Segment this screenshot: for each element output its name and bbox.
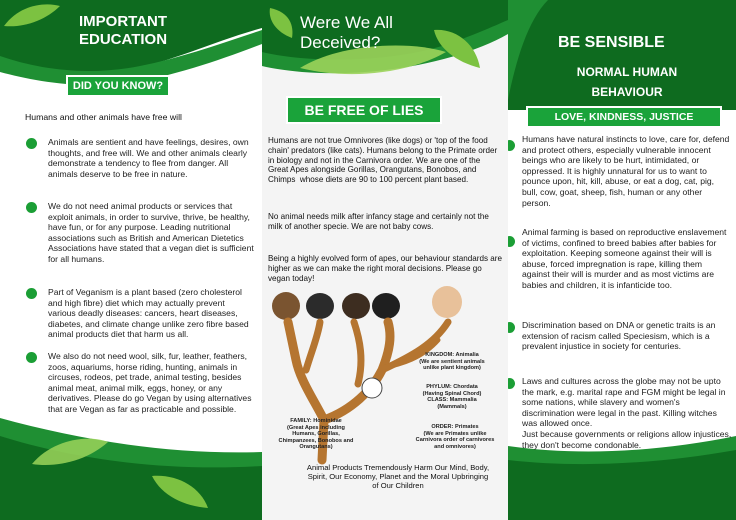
tree-family-label: FAMILY: Hominidae (Great Apes including Humans, Gorillas, Chimpanzees, Bonobos and Orangutans) — [278, 418, 354, 451]
right-subtitle — [552, 62, 702, 102]
middle-para-1: Humans are not true Omnivores (like dogs) or 'top of the food chain' predators (like cats). Humans belong to the Primate order in biology and not in the Carnivora order. We are one of the Great Apes alongside Gorillas, Orangutans, Bonobos, and Chimps whose diets are 90 to 100 percent plant based. — [268, 136, 500, 185]
tree-order-label: ORDER: Primates (We are Primates unlike Carnivora order of carnivores and omnivores) — [415, 424, 495, 450]
right-item-4: Laws and cultures across the globe may not be upto the mark, e.g. marital rape and FGM might be legal in some nations, while slavery and women's discrimination were legal in the past. Killing witches was allowed once. Just because governments or religions allow injustices, they don't become condonable. — [522, 376, 732, 450]
middle-title-line1: Were We All — [300, 13, 393, 32]
left-panel — [0, 0, 262, 520]
left-item-3: Part of Veganism is a plant based (zero cholesterol and high fibre) diet which may actually prevent various deadly diseases: cancers, heart diseases, diabetes, and climate change unlike zero fibre based animal products diet that harm us all. — [48, 287, 249, 340]
love-kindness-justice-tag: LOVE, KINDNESS, JUSTICE — [526, 106, 722, 128]
middle-title-line2: Deceived? — [300, 33, 381, 52]
right-item-2: Animal farming is based on reproductive enslavement of victims, confined to breed babies after babies for exploitation. Keeping someone against their will is abuse, forced impregnation is rape, killing them against their will is murder and as most victims are babies and children, it is infanticide too. — [522, 227, 727, 290]
middle-para-2: No animal needs milk after infancy stage and certainly not the milk of another specie. We are not baby cows. — [268, 212, 489, 231]
leaf-icon — [150, 472, 210, 512]
right-panel — [508, 0, 736, 520]
middle-title — [300, 13, 393, 53]
middle-para-3: Being a highly evolved form of apes, our behaviour standards are higher as we can make the right moral decisions. Please go vegan today! — [268, 254, 502, 283]
right-subtitle-line1: NORMAL HUMAN — [576, 65, 678, 79]
right-title: BE SENSIBLE — [558, 34, 665, 51]
middle-panel — [262, 0, 508, 520]
bullet-dot — [26, 138, 37, 149]
did-you-know-tag: DID YOU KNOW? — [66, 75, 170, 97]
middle-footer: Animal Products Tremendously Harm Our Mind, Body, Spirit, Our Economy, Planet and the Moral Upbringing of Our Children — [306, 463, 490, 490]
left-title-line1: IMPORTANT — [79, 13, 168, 30]
left-intro: Humans and other animals have free will — [25, 112, 182, 122]
be-free-of-lies-banner: BE FREE OF LIES — [286, 96, 442, 124]
left-item-1: Animals are sentient and have feelings, desires, own thoughts, and free will. We and other animals clearly demonstrate a tendency to flee from danger. All animals deserve to be free in nature. — [48, 137, 249, 179]
left-item-4: We also do not need wool, silk, fur, leather, feathers, zoos, aquariums, horse riding, hunting, animals in circuses, rodeos, pet trade, animal testing, besides animal meat, animal milk, eggs, honey, or any derivatives. Please do go Vegan by using alternatives that are Vegan as far as practicable and possible. — [48, 351, 252, 414]
bullet-dot — [26, 352, 37, 363]
tree-phylum-label: PHYLUM: Chordata (Having Spinal Chord) CLASS: Mammalia (Mammals) — [422, 384, 482, 410]
right-item-1: Humans have natural instincts to love, care for, defend and protect others, especially vulnerable innocent beings who are likely to be hurt, intimidated, or oppressed. It is highly unnatural for us to want to pounce upon, hit, kill, abuse, or eat a dog, cat, pig, bull, cow, goat, sheep, fish, human or any other person. — [522, 134, 730, 208]
leaf-icon — [2, 2, 62, 30]
leaf-icon — [30, 434, 110, 470]
left-item-2: We do not need animal products or services that exploit animals, in order to survive, thrive, be healthy, have fun, or for any purpose. Leading nutritional associations such as British and American Dietetics Associations have stated that a vegan diet is sufficient for all humans. — [48, 201, 254, 264]
bullet-dot — [26, 202, 37, 213]
leaf-icon — [266, 6, 296, 40]
right-item-3: Discrimination based on DNA or genetic traits is an extension of racism called Speciesism, which is a prevalent injustice in society for centuries. — [522, 320, 716, 352]
bullet-dot — [26, 288, 37, 299]
left-title — [79, 13, 167, 49]
tree-kingdom-label: KINGDOM: Animalia (We are sentient animals unlike plant kingdom) — [419, 352, 485, 372]
right-subtitle-line2: BEHAVIOUR — [591, 85, 663, 99]
left-title-line2: EDUCATION — [79, 31, 168, 48]
